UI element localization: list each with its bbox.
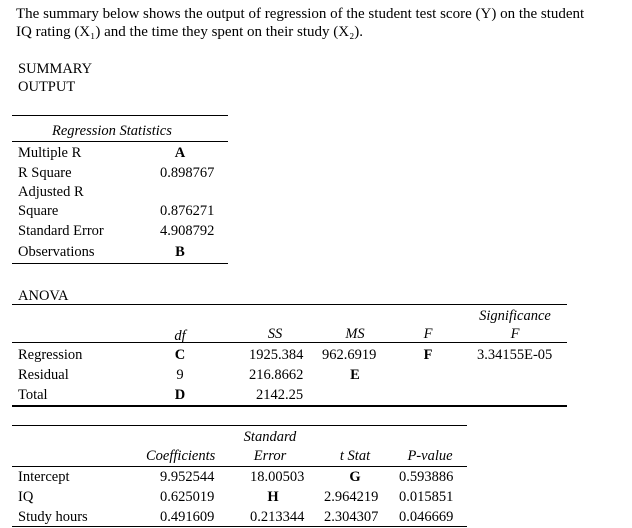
anova-title: ANOVA xyxy=(18,288,69,304)
stat-label-r-square: R Square xyxy=(18,165,72,181)
anova-ss-total: 2142.25 xyxy=(256,387,304,403)
table-rule xyxy=(12,466,467,467)
anova-header-significance-line2: F xyxy=(510,326,520,342)
anova-label-regression: Regression xyxy=(18,347,83,363)
coef-t-study-hours: 2.304307 xyxy=(324,509,379,525)
anova-significance-regression: 3.34155E-05 xyxy=(477,347,553,363)
stat-label-observations: Observations xyxy=(18,244,95,260)
table-rule xyxy=(12,425,467,426)
table-rule xyxy=(12,304,567,305)
coef-label-intercept: Intercept xyxy=(18,469,70,485)
coef-p-intercept: 0.593886 xyxy=(399,469,454,485)
anova-f-regression: F xyxy=(423,347,433,363)
anova-header-f: F xyxy=(423,326,433,342)
stat-label-adjusted-r-square-line2: Square xyxy=(18,203,59,219)
coef-label-iq: IQ xyxy=(18,489,34,505)
coef-header-std-error-line2: Error xyxy=(253,448,287,464)
regression-statistics-title: Regression Statistics xyxy=(52,123,172,139)
coef-label-study-hours: Study hours xyxy=(18,509,88,525)
table-rule xyxy=(12,405,567,407)
coef-header-p-value: P-value xyxy=(407,448,453,464)
coef-value-iq: 0.625019 xyxy=(160,489,215,505)
anova-header-significance-line1: Significance xyxy=(479,308,551,324)
anova-label-residual: Residual xyxy=(18,367,69,383)
coef-t-iq: 2.964219 xyxy=(324,489,379,505)
table-rule xyxy=(12,141,228,142)
anova-label-total: Total xyxy=(18,387,48,403)
coef-se-iq: H xyxy=(267,489,279,505)
stat-label-multiple-r: Multiple R xyxy=(18,145,82,161)
intro-text-line2: IQ rating (X₁) and the time they spent on their study (X₂). xyxy=(16,24,364,40)
anova-ms-residual: E xyxy=(350,367,360,383)
coef-se-study-hours: 0.213344 xyxy=(250,509,305,525)
stat-value-multiple-r: A xyxy=(174,145,186,161)
anova-header-df: df xyxy=(174,328,186,344)
anova-df-total: D xyxy=(174,387,186,403)
anova-ss-regression: 1925.384 xyxy=(249,347,304,363)
anova-df-regression: C xyxy=(174,347,186,363)
anova-df-residual: 9 xyxy=(176,367,184,383)
coef-header-coefficients: Coefficients xyxy=(146,448,216,464)
stat-label-standard-error: Standard Error xyxy=(18,223,104,239)
coef-value-study-hours: 0.491609 xyxy=(160,509,215,525)
table-rule xyxy=(12,526,467,527)
coef-value-intercept: 9.952544 xyxy=(160,469,215,485)
table-rule xyxy=(12,263,228,264)
summary-output-label-line1: SUMMARY xyxy=(18,61,93,77)
coef-p-study-hours: 0.046669 xyxy=(399,509,454,525)
coef-t-intercept: G xyxy=(349,469,361,485)
stat-label-adjusted-r-square-line1: Adjusted R xyxy=(18,184,84,200)
anova-header-ms: MS xyxy=(345,326,365,342)
coef-p-iq: 0.015851 xyxy=(399,489,454,505)
stat-value-observations: B xyxy=(175,244,185,260)
coef-se-intercept: 18.00503 xyxy=(250,469,305,485)
anova-ss-residual: 216.8662 xyxy=(249,367,304,383)
coef-header-std-error-line1: Standard xyxy=(243,429,297,445)
summary-output-label-line2: OUTPUT xyxy=(18,79,76,95)
stat-value-r-square: 0.898767 xyxy=(160,165,215,181)
stat-value-standard-error: 4.908792 xyxy=(160,223,215,239)
anova-ms-regression: 962.6919 xyxy=(322,347,377,363)
table-rule xyxy=(12,115,228,116)
anova-header-ss: SS xyxy=(267,326,283,342)
table-rule xyxy=(12,342,567,343)
coef-header-t-stat: t Stat xyxy=(339,448,371,464)
intro-text-line1: The summary below shows the output of regression of the student test score (Y) on the student xyxy=(16,6,585,22)
stat-value-adjusted-r-square: 0.876271 xyxy=(160,203,215,219)
